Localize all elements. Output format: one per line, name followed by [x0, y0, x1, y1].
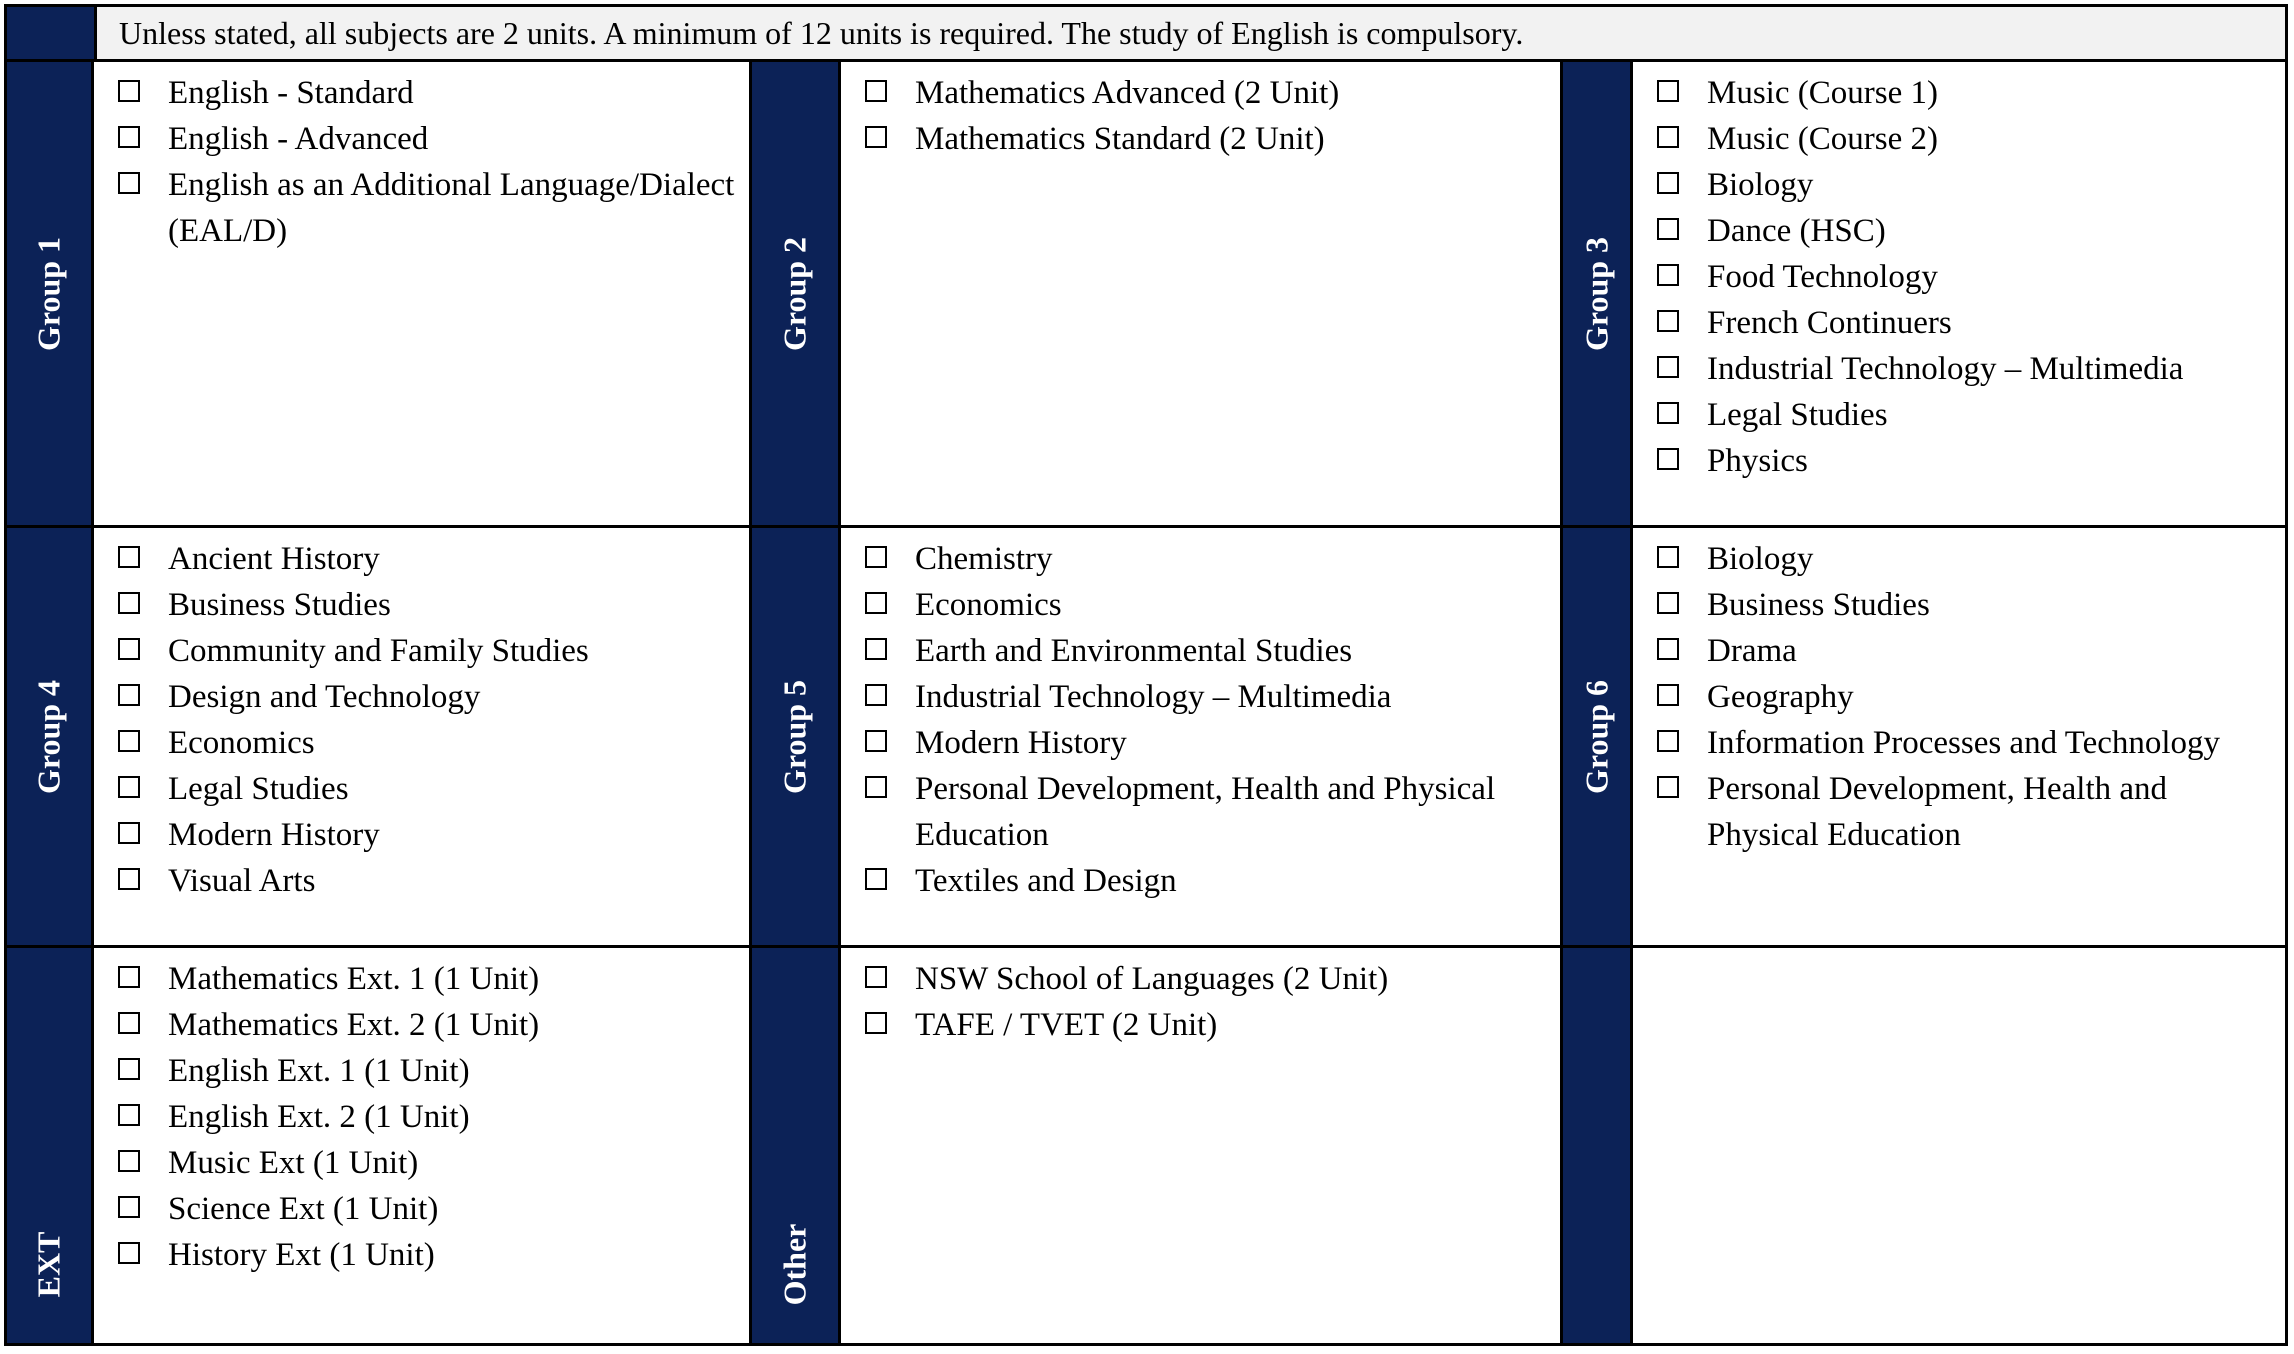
checkbox[interactable]: [118, 868, 140, 890]
subject-item[interactable]: [1657, 254, 2285, 300]
subject-item[interactable]: [865, 956, 1560, 1002]
subject-item[interactable]: [118, 1002, 749, 1048]
subject-item[interactable]: [118, 1048, 749, 1094]
subject-item[interactable]: [118, 674, 749, 720]
checkbox[interactable]: [1657, 310, 1679, 332]
subject-label: Drama: [1707, 633, 1797, 669]
subject-label: Personal Development, Health and Physical Education: [1707, 771, 2168, 853]
subject-label: Mathematics Ext. 1 (1 Unit): [168, 961, 540, 997]
subject-label: Economics: [915, 587, 1062, 623]
ext-label: EXT: [30, 1231, 67, 1298]
group-2-cell: [841, 62, 1563, 528]
subject-item[interactable]: [865, 536, 1560, 582]
checkbox[interactable]: [1657, 356, 1679, 378]
checkbox[interactable]: [1657, 80, 1679, 102]
checkbox[interactable]: [865, 80, 887, 102]
group-4-band: [7, 528, 94, 948]
subject-label: Legal Studies: [168, 771, 349, 807]
checkbox[interactable]: [1657, 172, 1679, 194]
subject-label: Modern History: [915, 725, 1127, 761]
subject-item[interactable]: [118, 1232, 749, 1278]
subject-item[interactable]: [1657, 628, 2285, 674]
subject-item[interactable]: [1657, 766, 2285, 858]
subject-item[interactable]: [118, 812, 749, 858]
group-3-cell: [1633, 62, 2285, 528]
subject-label: English - Standard: [168, 75, 414, 111]
subject-item[interactable]: [118, 858, 749, 904]
other-list: [865, 956, 1560, 1048]
subject-item[interactable]: [1657, 536, 2285, 582]
checkbox[interactable]: [1657, 126, 1679, 148]
subject-label: Textiles and Design: [915, 863, 1177, 899]
subject-label: Industrial Technology – Multimedia: [915, 679, 1392, 715]
checkbox[interactable]: [118, 638, 140, 660]
checkbox[interactable]: [1657, 218, 1679, 240]
subject-item[interactable]: [865, 720, 1560, 766]
subject-label: Music (Course 2): [1707, 121, 1938, 157]
subject-item[interactable]: [1657, 438, 2285, 484]
subject-label: English Ext. 2 (1 Unit): [168, 1099, 470, 1135]
checkbox[interactable]: [118, 1242, 140, 1264]
subject-label: Visual Arts: [168, 863, 316, 899]
group-1-list: [118, 70, 749, 254]
other-label: Other: [776, 1223, 813, 1306]
subject-label: Business Studies: [1707, 587, 1930, 623]
checkbox[interactable]: [865, 1012, 887, 1034]
subject-item[interactable]: [1657, 674, 2285, 720]
checkbox[interactable]: [1657, 730, 1679, 752]
checkbox[interactable]: [118, 1196, 140, 1218]
subject-label: Business Studies: [168, 587, 391, 623]
subject-label: Music Ext (1 Unit): [168, 1145, 419, 1181]
checkbox[interactable]: [118, 592, 140, 614]
subject-label: TAFE / TVET (2 Unit): [915, 1007, 1218, 1043]
checkbox[interactable]: [1657, 448, 1679, 470]
subject-label: Industrial Technology – Multimedia: [1707, 351, 2184, 387]
subject-label: Community and Family Studies: [168, 633, 589, 669]
subject-label: French Continuers: [1707, 305, 1952, 341]
checkbox[interactable]: [865, 966, 887, 988]
ext-cell: [94, 948, 752, 1343]
checkbox[interactable]: [118, 1012, 140, 1034]
blank-band: [1563, 948, 1633, 1343]
subject-label: Ancient History: [168, 541, 380, 577]
ext-band: [7, 948, 94, 1343]
checkbox[interactable]: [118, 730, 140, 752]
subject-item[interactable]: [118, 1186, 749, 1232]
checkbox[interactable]: [1657, 546, 1679, 568]
subject-item[interactable]: [118, 116, 749, 162]
subject-label: Chemistry: [915, 541, 1053, 577]
subject-label: History Ext (1 Unit): [168, 1237, 435, 1273]
checkbox[interactable]: [118, 126, 140, 148]
group-6-band: [1563, 528, 1633, 948]
group-4-list: [118, 536, 749, 904]
checkbox[interactable]: [865, 592, 887, 614]
subject-label: NSW School of Languages (2 Unit): [915, 961, 1389, 997]
subject-item[interactable]: [865, 628, 1560, 674]
other-band: [752, 948, 841, 1343]
checkbox[interactable]: [1657, 264, 1679, 286]
group-5-label: Group 5: [776, 679, 813, 794]
subject-item[interactable]: [118, 766, 749, 812]
group-6-label: Group 6: [1578, 679, 1614, 794]
group-2-band: [752, 62, 841, 528]
subject-label: Modern History: [168, 817, 380, 853]
group-5-list: [865, 536, 1560, 904]
checkbox[interactable]: [1657, 684, 1679, 706]
subject-label: Geography: [1707, 679, 1854, 715]
checkbox[interactable]: [118, 546, 140, 568]
subject-item[interactable]: [118, 956, 749, 1002]
group-3-list: [1657, 70, 2285, 484]
subject-item[interactable]: [1657, 582, 2285, 628]
subject-item[interactable]: [1657, 162, 2285, 208]
header-band-spacer: [7, 7, 97, 59]
subject-item[interactable]: [1657, 300, 2285, 346]
ext-list: [118, 956, 749, 1278]
subject-item[interactable]: [865, 116, 1560, 162]
subject-grid: [7, 62, 2285, 1343]
checkbox[interactable]: [1657, 776, 1679, 798]
subject-label: Information Processes and Technology: [1707, 725, 2221, 761]
subject-label: Biology: [1707, 541, 1814, 577]
instructions-note: Unless stated, all subjects are 2 units. A minimum of 12 units is required. The study of English is compulsory.: [97, 7, 2285, 59]
checkbox[interactable]: [1657, 638, 1679, 660]
subject-label: Economics: [168, 725, 315, 761]
subject-label: Mathematics Ext. 2 (1 Unit): [168, 1007, 540, 1043]
group-6-cell: [1633, 528, 2285, 948]
group-2-list: [865, 70, 1560, 162]
group-5-cell: [841, 528, 1563, 948]
checkbox[interactable]: [865, 546, 887, 568]
checkbox[interactable]: [118, 1058, 140, 1080]
subject-label: Legal Studies: [1707, 397, 1888, 433]
checkbox[interactable]: [118, 776, 140, 798]
subject-label: Physics: [1707, 443, 1808, 479]
subject-item[interactable]: [118, 720, 749, 766]
group-5-band: [752, 528, 841, 948]
subject-item[interactable]: [865, 674, 1560, 720]
checkbox[interactable]: [118, 822, 140, 844]
subject-item[interactable]: [118, 536, 749, 582]
subject-item[interactable]: [118, 628, 749, 674]
checkbox[interactable]: [865, 730, 887, 752]
subject-label: Music (Course 1): [1707, 75, 1938, 111]
checkbox[interactable]: [865, 684, 887, 706]
subject-item[interactable]: [865, 1002, 1560, 1048]
checkbox[interactable]: [865, 638, 887, 660]
subject-label: Food Technology: [1707, 259, 1938, 295]
subject-item[interactable]: [1657, 346, 2285, 392]
subject-item[interactable]: [1657, 392, 2285, 438]
subject-label: Design and Technology: [168, 679, 481, 715]
subject-selection-form: [4, 4, 2288, 1346]
other-cell: [841, 948, 1563, 1343]
subject-label: Earth and Environmental Studies: [915, 633, 1353, 669]
subject-item[interactable]: [118, 70, 749, 116]
subject-label: Science Ext (1 Unit): [168, 1191, 439, 1227]
subject-item[interactable]: [865, 582, 1560, 628]
checkbox[interactable]: [118, 684, 140, 706]
group-3-band: [1563, 62, 1633, 528]
checkbox[interactable]: [865, 126, 887, 148]
subject-item[interactable]: [118, 1140, 749, 1186]
checkbox[interactable]: [118, 1150, 140, 1172]
checkbox[interactable]: [118, 80, 140, 102]
subject-item[interactable]: [865, 766, 1560, 858]
subject-label: Personal Development, Health and Physical Education: [915, 771, 1496, 853]
checkbox[interactable]: [1657, 592, 1679, 614]
checkbox[interactable]: [865, 776, 887, 798]
subject-label: Mathematics Standard (2 Unit): [915, 121, 1325, 157]
group-3-label: Group 3: [1578, 236, 1614, 351]
subject-item[interactable]: [865, 70, 1560, 116]
subject-item[interactable]: [1657, 70, 2285, 116]
group-1-cell: [94, 62, 752, 528]
group-2-label: Group 2: [776, 236, 813, 351]
subject-label: English as an Additional Language/Dialect (EAL/D): [168, 167, 735, 249]
subject-label: English - Advanced: [168, 121, 429, 157]
subject-label: English Ext. 1 (1 Unit): [168, 1053, 470, 1089]
subject-item[interactable]: [118, 1094, 749, 1140]
group-6-list: [1657, 536, 2285, 858]
group-4-label: Group 4: [30, 679, 67, 794]
checkbox[interactable]: [1657, 402, 1679, 424]
subject-item[interactable]: [1657, 720, 2285, 766]
checkbox[interactable]: [865, 868, 887, 890]
subject-item[interactable]: [118, 162, 749, 254]
group-1-band: [7, 62, 94, 528]
subject-item[interactable]: [118, 582, 749, 628]
checkbox[interactable]: [118, 172, 140, 194]
group-4-cell: [94, 528, 752, 948]
group-1-label: Group 1: [30, 236, 67, 351]
subject-item[interactable]: [865, 858, 1560, 904]
subject-label: Mathematics Advanced (2 Unit): [915, 75, 1340, 111]
subject-item[interactable]: [1657, 208, 2285, 254]
subject-label: Biology: [1707, 167, 1814, 203]
blank-cell: [1633, 948, 2285, 1343]
checkbox[interactable]: [118, 1104, 140, 1126]
subject-item[interactable]: [1657, 116, 2285, 162]
subject-label: Dance (HSC): [1707, 213, 1886, 249]
checkbox[interactable]: [118, 966, 140, 988]
header-row: [7, 7, 2285, 62]
